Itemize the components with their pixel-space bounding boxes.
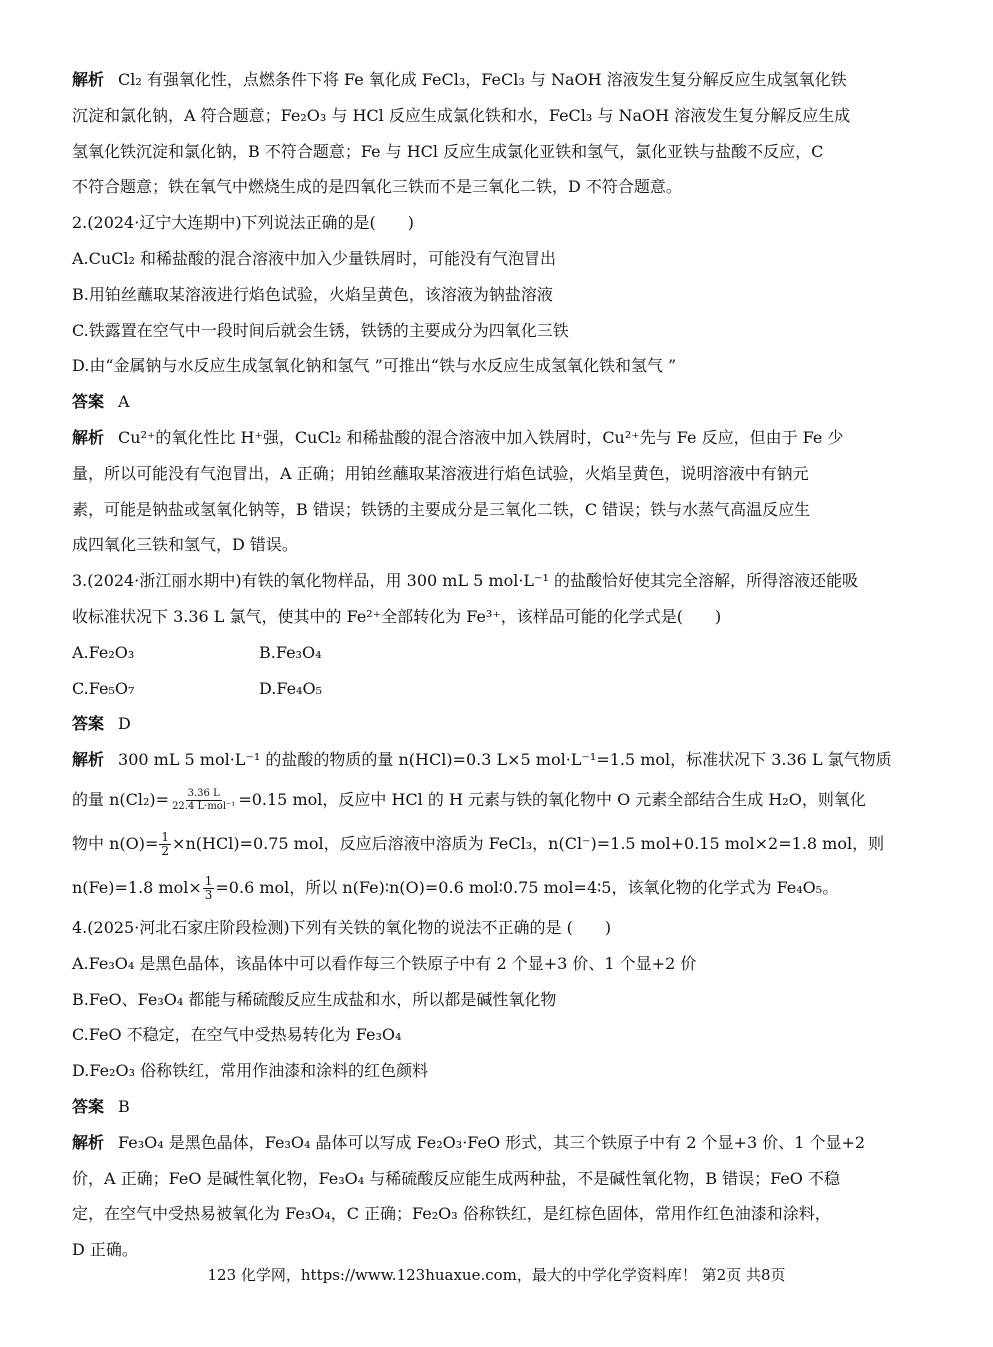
q4-option-b: B.FeO、Fe₃O₄ 都能与稀硫酸反应生成盐和水，所以都是碱性氧化物 bbox=[72, 989, 557, 1009]
q3-option-a: A.Fe₂O₃ bbox=[72, 642, 135, 662]
q2-option-b: B.用铂丝蘸取某溶液进行焰色试验，火焰呈黄色，该溶液为钠盐溶液 bbox=[72, 284, 553, 304]
fraction-half: $\frac{1}{2}$ bbox=[161, 829, 170, 858]
q1-analysis-line-1: 解析 Cl₂ 有强氧化性，点燃条件下将 Fe 氧化成 FeCl₃，FeCl₃ 与 NaOH 溶液发生复分解反应生成氢氧化铁 bbox=[72, 70, 847, 89]
q4-analysis-line-1: 解析 Fe₃O₄ 是黑色晶体，Fe₃O₄ 晶体可以写成 Fe₂O₃·FeO 形式，其三个铁原子中有 2 个显+3 价、1 个显+2 bbox=[72, 1132, 866, 1152]
page-footer: 123 化学网，https://www.123huaxue.com，最大的中学化学资料库！ 第2页 共8页 bbox=[207, 1266, 786, 1284]
q2-analysis-line-2: 量，所以可能没有气泡冒出，A 正确；用铂丝蘸取某溶液进行焰色试验，火焰呈黄色，说明溶液中有钠元 bbox=[72, 463, 809, 483]
q2-option-c: C.铁露置在空气中一段时间后就会生锈，铁锈的主要成分为四氧化三铁 bbox=[72, 320, 569, 340]
q4-option-a: A.Fe₃O₄ 是黑色晶体，该晶体中可以看作每三个铁原子中有 2 个显+3 价、1 个显+2 价 bbox=[72, 953, 697, 973]
q3-option-b: B.Fe₃O₄ bbox=[259, 642, 322, 662]
q3-analysis-line-1: 解析 300 mL 5 mol·L⁻¹ 的盐酸的物质的量 n(HCl)=0.3 L×5 mol·L⁻¹=1.5 mol，标准状况下 3.36 L 氯气物质 bbox=[72, 750, 892, 770]
q3-answer-label: 答案 bbox=[72, 714, 105, 734]
q3-stem-line-2: 收标准状况下 3.36 L 氯气，使其中的 Fe²⁺全部转化为 Fe³⁺，该样品可能的化学式是( ) bbox=[72, 606, 722, 626]
q4-analysis-line-2: 价，A 正确；FeO 是碱性氧化物，Fe₃O₄ 与稀硫酸反应能生成两种盐，不是碱性氧化物，B 错误；FeO 不稳 bbox=[72, 1168, 841, 1188]
q2-analysis-line-4: 成四氧化三铁和氢气，D 错误。 bbox=[72, 535, 298, 555]
q4-answer-label: 答案 bbox=[72, 1096, 105, 1116]
fraction-cl2: $\frac{3.36 L}{\text{22.4 L·mol⁻¹}}$ bbox=[172, 787, 236, 812]
q2-option-d: D.由“金属钠与水反应生成氢氧化钠和氢气 ”可推出“铁与水反应生成氢氧化铁和氢气 ” bbox=[72, 356, 677, 376]
q3-analysis-line-3: 物中 n(O)= $\frac{1}{2}$ ×n(HCl)=0.75 mol，反应后溶液中溶质为 FeCl₃，n(Cl⁻)=1.5 mol+0.15 mol×2=1.8 mol，则 bbox=[72, 829, 885, 858]
q1-analysis-line-3: 氢氧化铁沉淀和氯化钠，B 不符合题意；Fe 与 HCl 反应生成氯化亚铁和氢气，氯化亚铁与盐酸不反应，C bbox=[72, 141, 824, 161]
q3-option-c: C.Fe₅O₇ bbox=[72, 678, 135, 698]
q3-analysis-line-2: 的量 n(Cl₂)= $\frac{3.36 L}{\text{22.4 L·mol⁻¹}}$ =0.15 mol，反应中 HCl 的 H 元素与铁的氧化物中 O 元素全部结合生成 H₂O，则氧化 bbox=[72, 787, 866, 812]
q2-analysis-label: 解析 bbox=[72, 427, 105, 447]
q3-analysis-label: 解析 bbox=[72, 750, 105, 770]
q2-answer-value: A bbox=[118, 392, 130, 412]
q3-analysis-line-4: n(Fe)=1.8 mol× $\frac{1}{3}$ =0.6 mol，所以 n(Fe)∶n(O)=0.6 mol∶0.75 mol=4∶5，该氧化物的化学式为 Fe₄O₅。 bbox=[72, 873, 839, 902]
q4-analysis-line-4: D 正确。 bbox=[72, 1240, 138, 1260]
q4-analysis-label: 解析 bbox=[72, 1132, 105, 1152]
fraction-third: $\frac{1}{3}$ bbox=[204, 873, 213, 902]
document-body bbox=[72, 62, 918, 1268]
q2-analysis-line-3: 素，可能是钠盐或氢氧化钠等，B 错误；铁锈的主要成分是三氧化二铁，C 错误；铁与水蒸气高温反应生 bbox=[72, 499, 811, 519]
q3-options bbox=[72, 635, 918, 707]
q3-answer bbox=[72, 706, 918, 742]
q2-stem: 2.(2024·辽宁大连期中)下列说法正确的是( ) bbox=[72, 213, 415, 233]
q4-answer bbox=[72, 1089, 918, 1125]
q4-answer-value: B bbox=[118, 1096, 130, 1116]
q3-answer-value: D bbox=[118, 714, 131, 734]
q2-answer-label: 答案 bbox=[72, 392, 105, 412]
q4-option-d: D.Fe₂O₃ 俗称铁红，常用作油漆和涂料的红色颜料 bbox=[72, 1061, 429, 1081]
q4-analysis-line-3: 定，在空气中受热易被氧化为 Fe₃O₄，C 正确；Fe₂O₃ 俗称铁红，是红棕色固体，常用作红色油漆和涂料， bbox=[72, 1204, 831, 1224]
q1-analysis-line-2: 沉淀和氯化钠，A 符合题意；Fe₂O₃ 与 HCl 反应生成氯化铁和水，FeCl₃ 与 NaOH 溶液发生复分解反应生成 bbox=[72, 105, 851, 125]
q4-stem: 4.(2025·河北石家庄阶段检测)下列有关铁的氧化物的说法不正确的是 ( ) bbox=[72, 917, 612, 937]
q2-answer bbox=[72, 384, 918, 420]
q3-option-d: D.Fe₄O₅ bbox=[259, 678, 322, 698]
q2-option-a: A.CuCl₂ 和稀盐酸的混合溶液中加入少量铁屑时，可能没有气泡冒出 bbox=[72, 248, 557, 268]
q1-analysis-label: 解析 bbox=[72, 70, 105, 89]
q4-option-c: C.FeO 不稳定，在空气中受热易转化为 Fe₃O₄ bbox=[72, 1025, 402, 1045]
q2-analysis-line-1: 解析 Cu²⁺的氧化性比 H⁺强，CuCl₂ 和稀盐酸的混合溶液中加入铁屑时，Cu²⁺先与 Fe 反应，但由于 Fe 少 bbox=[72, 427, 844, 447]
q3-stem-line-1: 3.(2024·浙江丽水期中)有铁的氧化物样品，用 300 mL 5 mol·L⁻¹ 的盐酸恰好使其完全溶解，所得溶液还能吸 bbox=[72, 571, 858, 591]
q1-analysis-line-4: 不符合题意；铁在氧气中燃烧生成的是四氧化三铁而不是三氧化二铁，D 不符合题意。 bbox=[72, 177, 682, 197]
